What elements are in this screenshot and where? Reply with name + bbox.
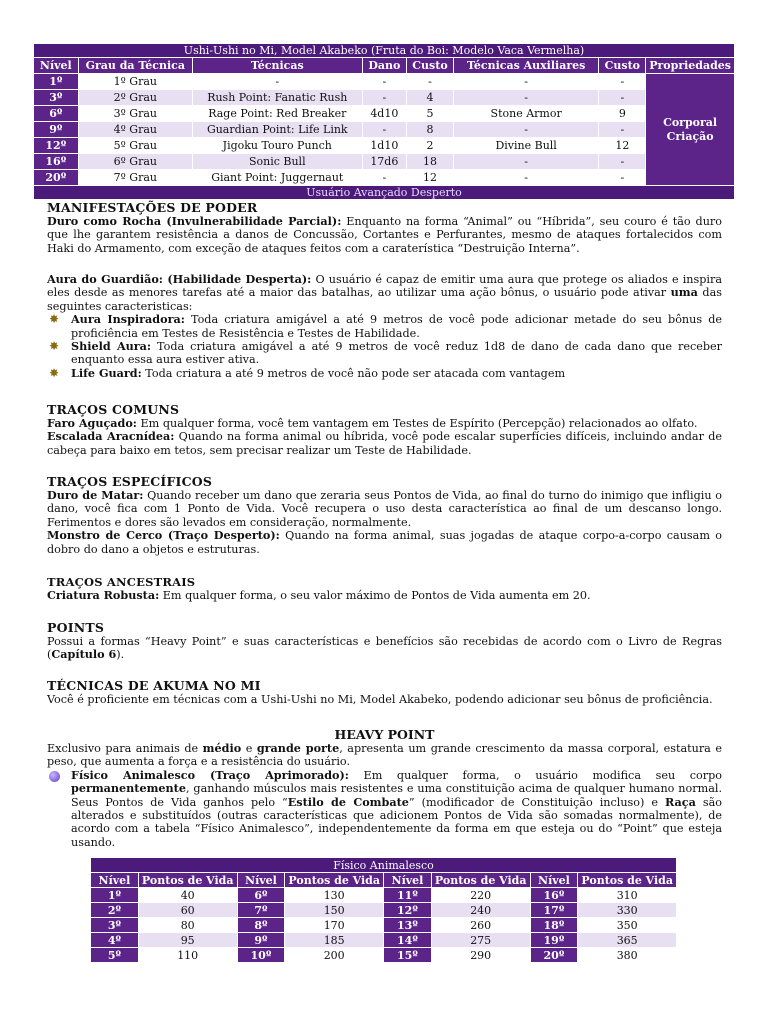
list-item: [47, 313, 722, 340]
header-nivel: Nível: [34, 58, 79, 74]
cell-aux: Divine Bull: [453, 138, 599, 154]
cell-dano: -: [362, 90, 407, 106]
star-bullet-icon: ✸: [49, 339, 60, 354]
cell-level: 3º: [34, 90, 79, 106]
cell-custo: 8: [407, 122, 454, 138]
paragraph-aura-guardiao: [47, 273, 722, 313]
cell-custo-aux: -: [599, 122, 646, 138]
cell-custo: -: [407, 74, 454, 90]
cell-aux: Stone Armor: [453, 106, 599, 122]
item-title: Aura Inspiradora:: [71, 312, 185, 327]
text-points-end: ).: [116, 648, 125, 662]
heading-tracos-especificos: TRAÇOS ESPECÍFICOS: [47, 474, 213, 489]
item-title: Físico Animalesco (Traço Aprimorado):: [71, 767, 349, 782]
header-nivel: Nível: [530, 873, 578, 888]
heading-tracos-comuns: TRAÇOS COMUNS: [47, 402, 180, 417]
cell-level: 2º: [91, 903, 139, 918]
item-bold-3: Raça: [664, 794, 696, 809]
cell-hp: 40: [138, 888, 237, 903]
cell-level: 18º: [530, 918, 578, 933]
text-hp-2: e: [241, 742, 257, 755]
cell-level: 14º: [384, 933, 432, 948]
cell-hp: 365: [578, 933, 677, 948]
cell-custo: 5: [407, 106, 454, 122]
cell-tecnica: -: [193, 74, 363, 90]
item-text: Toda criatura a até 9 metros de você não pode ser atacada com vantagem: [141, 366, 566, 380]
heading-manifestacoes: MANIFESTAÇÕES DE PODER: [47, 200, 258, 215]
cell-hp: 110: [138, 948, 237, 963]
cell-grau: 7º Grau: [78, 170, 192, 186]
cell-level: 9º: [237, 933, 285, 948]
heavy-point-list: [47, 769, 722, 849]
paragraph-escalada: [47, 430, 722, 457]
header-pontos-de-vida: Pontos de Vida: [285, 873, 384, 888]
cell-tecnica: Rage Point: Red Breaker: [193, 106, 363, 122]
text-monstro: Quando na forma animal, suas jogadas de ataque corpo-a-corpo causam o dobro do dano a objetos e estruturas.: [47, 529, 722, 556]
cell-hp: 380: [578, 948, 677, 963]
cell-hp: 130: [285, 888, 384, 903]
technique-table-footer: Usuário Avançado Desperto: [34, 186, 735, 200]
cell-level: 1º: [34, 74, 79, 90]
table-row: [34, 170, 735, 186]
cell-level: 5º: [91, 948, 139, 963]
technique-table: [33, 43, 735, 200]
text-escalada: Quando na forma animal ou híbrida, você pode escalar superfícies difíceis, incluindo andar de cabeça para baixo em tetos, sem precisar realizar um Teste de Habilidade.: [47, 430, 722, 457]
term-escalada: Escalada Aracnídea:: [47, 429, 175, 444]
cell-hp: 185: [285, 933, 384, 948]
cell-level: 16º: [34, 154, 79, 170]
table-row: [34, 106, 735, 122]
header-custo-aux: Custo: [599, 58, 646, 74]
table-row: [91, 888, 677, 903]
cell-level: 7º: [237, 903, 285, 918]
text-aura-bold: uma: [670, 285, 698, 300]
cell-grau: 6º Grau: [78, 154, 192, 170]
cell-dano: -: [362, 170, 407, 186]
cell-hp: 170: [285, 918, 384, 933]
paragraph-duro-de-matar: [47, 489, 722, 529]
table-row: [34, 74, 735, 90]
fisico-table-container: [90, 857, 677, 963]
cell-custo: 4: [407, 90, 454, 106]
text-hp-b1: médio: [202, 741, 242, 755]
section-tecnicas: [47, 678, 722, 706]
header-custo: Custo: [407, 58, 454, 74]
fisico-table: [90, 857, 677, 963]
text-duro-de-matar: Quando receber um dano que zeraria seus Pontos de Vida, ao final do turno do inimigo que infligiu o dano, você fica com 1 Ponto de Vida. Você recupera o uso desta característica ao final de um descanso longo. Ferimentos e dores são levados em consideração, normalmente.: [47, 489, 722, 529]
cell-dano: 17d6: [362, 154, 407, 170]
table-row: [34, 154, 735, 170]
header-pontos-de-vida: Pontos de Vida: [431, 873, 530, 888]
text-faro: Em qualquer forma, você tem vantagem em Testes de Espírito (Percepção) relacionados ao olfato.: [136, 417, 698, 430]
cell-grau: 4º Grau: [78, 122, 192, 138]
term-faro: Faro Aguçado:: [47, 416, 137, 430]
cell-grau: 1º Grau: [78, 74, 192, 90]
list-item: [47, 769, 722, 849]
fisico-table-title: Físico Animalesco: [91, 858, 677, 873]
paragraph-faro: [47, 417, 722, 430]
table-row: [91, 918, 677, 933]
cell-custo: 12: [407, 170, 454, 186]
cell-propriedades: [646, 74, 735, 186]
table-row: [34, 138, 735, 154]
cell-hp: 350: [578, 918, 677, 933]
table-row: [91, 933, 677, 948]
cell-grau: 3º Grau: [78, 106, 192, 122]
cell-level: 10º: [237, 948, 285, 963]
cell-aux: -: [453, 74, 599, 90]
cell-hp: 260: [431, 918, 530, 933]
cell-tecnica: Guardian Point: Life Link: [193, 122, 363, 138]
section-tracos-ancestrais: [47, 575, 722, 602]
paragraph-tecnicas: Você é proficiente em técnicas com a Ushi-Ushi no Mi, Model Akabeko, podendo adicionar seu bônus de proficiência.: [47, 693, 713, 706]
cell-aux: -: [453, 90, 599, 106]
cell-custo: 2: [407, 138, 454, 154]
cell-level: 6º: [34, 106, 79, 122]
text-hp-1: Exclusivo para animais de: [47, 742, 203, 755]
cell-level: 17º: [530, 903, 578, 918]
item-text: Toda criatura amigável a até 9 metros de você pode adicionar metade do seu bônus de proficiência em Testes de Resistência e Testes de Habilidade.: [71, 313, 722, 340]
header-nivel: Nível: [237, 873, 285, 888]
term-duro-como-rocha: Duro como Rocha (Invulnerabilidade Parcial):: [47, 214, 342, 228]
cell-tecnica: Rush Point: Fanatic Rush: [193, 90, 363, 106]
cell-level: 4º: [91, 933, 139, 948]
cell-level: 11º: [384, 888, 432, 903]
paragraph-points: [47, 635, 722, 662]
cell-level: 19º: [530, 933, 578, 948]
cell-custo-aux: -: [599, 170, 646, 186]
text-aura-1: O usuário é capaz de emitir uma aura que protege os aliados e inspira eles desde as menores tarefas até a maior das batalhas, ao utilizar uma ação bônus, o usuário pode ativar: [47, 273, 722, 300]
cell-hp: 200: [285, 948, 384, 963]
header-nivel: Nível: [91, 873, 139, 888]
text-hp-b2: grande porte: [256, 741, 340, 755]
paragraph-heavy-point: [47, 742, 722, 769]
cell-level: 20º: [34, 170, 79, 186]
text-duro-como-rocha: Enquanto na forma “Animal” ou “Híbrida”, seu couro é tão duro que lhe garantem resistência a danos de Concussão, Cortantes e Perfurantes, mesmo de ataques fortalecidos com Haki do Armamento, com exceção de ataques feitos com a caraterística “Destruição Interna”.: [47, 215, 722, 255]
item-text-2: , ganhando músculos mais resistentes e uma constituição acima de qualquer humano normal. Seus Pontos de Vida ganhos pelo “: [71, 782, 722, 809]
table-row: [91, 903, 677, 918]
term-duro-de-matar: Duro de Matar:: [47, 488, 144, 502]
cell-grau: 5º Grau: [78, 138, 192, 154]
text-hp-3: , apresenta um grande crescimento da massa corporal, estatura e peso, que aumenta a força e a resistência do usuário.: [47, 742, 722, 769]
cell-hp: 150: [285, 903, 384, 918]
cell-level: 3º: [91, 918, 139, 933]
cell-tecnica: Giant Point: Juggernaut: [193, 170, 363, 186]
cell-dano: 1d10: [362, 138, 407, 154]
cell-hp: 240: [431, 903, 530, 918]
table-row: [34, 122, 735, 138]
cell-level: 12º: [34, 138, 79, 154]
cell-dano: -: [362, 122, 407, 138]
property-criacao: Criação: [666, 129, 714, 143]
header-tecnicas: Técnicas: [193, 58, 363, 74]
header-dano: Dano: [362, 58, 407, 74]
cell-aux: -: [453, 122, 599, 138]
cell-dano: 4d10: [362, 106, 407, 122]
technique-table-container: [33, 43, 735, 200]
aura-list: [47, 313, 722, 380]
header-pontos-de-vida: Pontos de Vida: [578, 873, 677, 888]
text-aura-2: das seguintes caracteristicas:: [47, 286, 722, 313]
cell-level: 6º: [237, 888, 285, 903]
item-text-3: ” (modificador de Constituição incluso) e: [408, 795, 665, 809]
star-bullet-icon: ✸: [49, 365, 60, 380]
cell-custo: 18: [407, 154, 454, 170]
header-nivel: Nível: [384, 873, 432, 888]
cell-hp: 80: [138, 918, 237, 933]
paragraph-monstro: [47, 529, 722, 556]
table-row: [34, 90, 735, 106]
paragraph-duro-como-rocha: [47, 215, 722, 255]
heading-points: POINTS: [47, 620, 105, 635]
cell-hp: 310: [578, 888, 677, 903]
cell-hp: 275: [431, 933, 530, 948]
cell-dano: -: [362, 74, 407, 90]
item-title: Shield Aura:: [71, 339, 152, 354]
item-text: Toda criatura amigável a até 9 metros de você reduz 1d8 de dano de cada dano que receber enquanto essa aura estiver ativa.: [71, 340, 722, 367]
item-bold-1: permanentemente: [71, 781, 186, 796]
circle-bullet-icon: [49, 771, 60, 782]
list-item: [47, 367, 722, 380]
cell-tecnica: Jigoku Touro Punch: [193, 138, 363, 154]
cell-custo-aux: -: [599, 90, 646, 106]
item-bold-2: Estilo de Combate: [287, 794, 409, 809]
cell-level: 12º: [384, 903, 432, 918]
technique-table-title: Ushi-Ushi no Mi, Model Akabeko (Fruta do Boi: Modelo Vaca Vermelha): [34, 44, 735, 58]
cell-custo-aux: 9: [599, 106, 646, 122]
heading-heavy-point: HEAVY POINT: [334, 727, 435, 742]
cell-tecnica: Sonic Bull: [193, 154, 363, 170]
term-aura-guardiao: Aura do Guardião: (Habilidade Desperta):: [47, 272, 312, 286]
section-aura: [47, 273, 722, 380]
text-points: Possui a formas “Heavy Point” e suas características e benefícios são recebidas de acordo com o Livro de Regras (: [47, 635, 722, 662]
term-criatura: Criatura Robusta:: [47, 588, 160, 602]
cell-hp: 60: [138, 903, 237, 918]
text-criatura: Em qualquer forma, o seu valor máximo de Pontos de Vida aumenta em 20.: [159, 589, 591, 602]
cell-grau: 2º Grau: [78, 90, 192, 106]
section-manifestacoes: [47, 200, 722, 255]
section-heavy-point: [47, 727, 722, 849]
cell-hp: 290: [431, 948, 530, 963]
header-tecnicas-auxiliares: Técnicas Auxiliares: [453, 58, 599, 74]
table-row: [91, 948, 677, 963]
header-grau: Grau da Técnica: [78, 58, 192, 74]
cell-custo-aux: 12: [599, 138, 646, 154]
cell-level: 9º: [34, 122, 79, 138]
cell-level: 8º: [237, 918, 285, 933]
cell-custo-aux: -: [599, 154, 646, 170]
cell-hp: 220: [431, 888, 530, 903]
header-propriedades: Propriedades: [646, 58, 735, 74]
cell-level: 13º: [384, 918, 432, 933]
item-title: Life Guard:: [71, 365, 142, 380]
star-bullet-icon: ✸: [49, 312, 60, 327]
text-points-bold: Capítulo 6: [51, 647, 117, 662]
cell-hp: 330: [578, 903, 677, 918]
list-item: [47, 340, 722, 367]
term-monstro: Monstro de Cerco (Traço Desperto):: [47, 528, 280, 543]
cell-hp: 95: [138, 933, 237, 948]
paragraph-criatura: [47, 589, 722, 602]
item-text-4: são alterados e substituídos (outras características que adicionem Pontos de Vida são somadas normalmente), de acordo com a tabela “Físico Animalesco”, independentemente da forma em que esteja ou do “Point” que esteja usando.: [71, 795, 722, 849]
cell-aux: -: [453, 170, 599, 186]
section-tracos-especificos: [47, 474, 722, 556]
item-text-1: Em qualquer forma, o usuário modifica seu corpo: [348, 768, 723, 782]
cell-custo-aux: -: [599, 74, 646, 90]
section-tracos-comuns: [47, 402, 722, 457]
cell-level: 15º: [384, 948, 432, 963]
section-points: [47, 620, 722, 662]
cell-aux: -: [453, 154, 599, 170]
cell-level: 1º: [91, 888, 139, 903]
heading-tracos-ancestrais: TRAÇOS ANCESTRAIS: [47, 575, 196, 589]
cell-level: 20º: [530, 948, 578, 963]
property-corporal: Corporal: [663, 115, 718, 129]
cell-level: 16º: [530, 888, 578, 903]
heading-tecnicas: TÉCNICAS DE AKUMA NO MI: [47, 678, 261, 693]
header-pontos-de-vida: Pontos de Vida: [138, 873, 237, 888]
